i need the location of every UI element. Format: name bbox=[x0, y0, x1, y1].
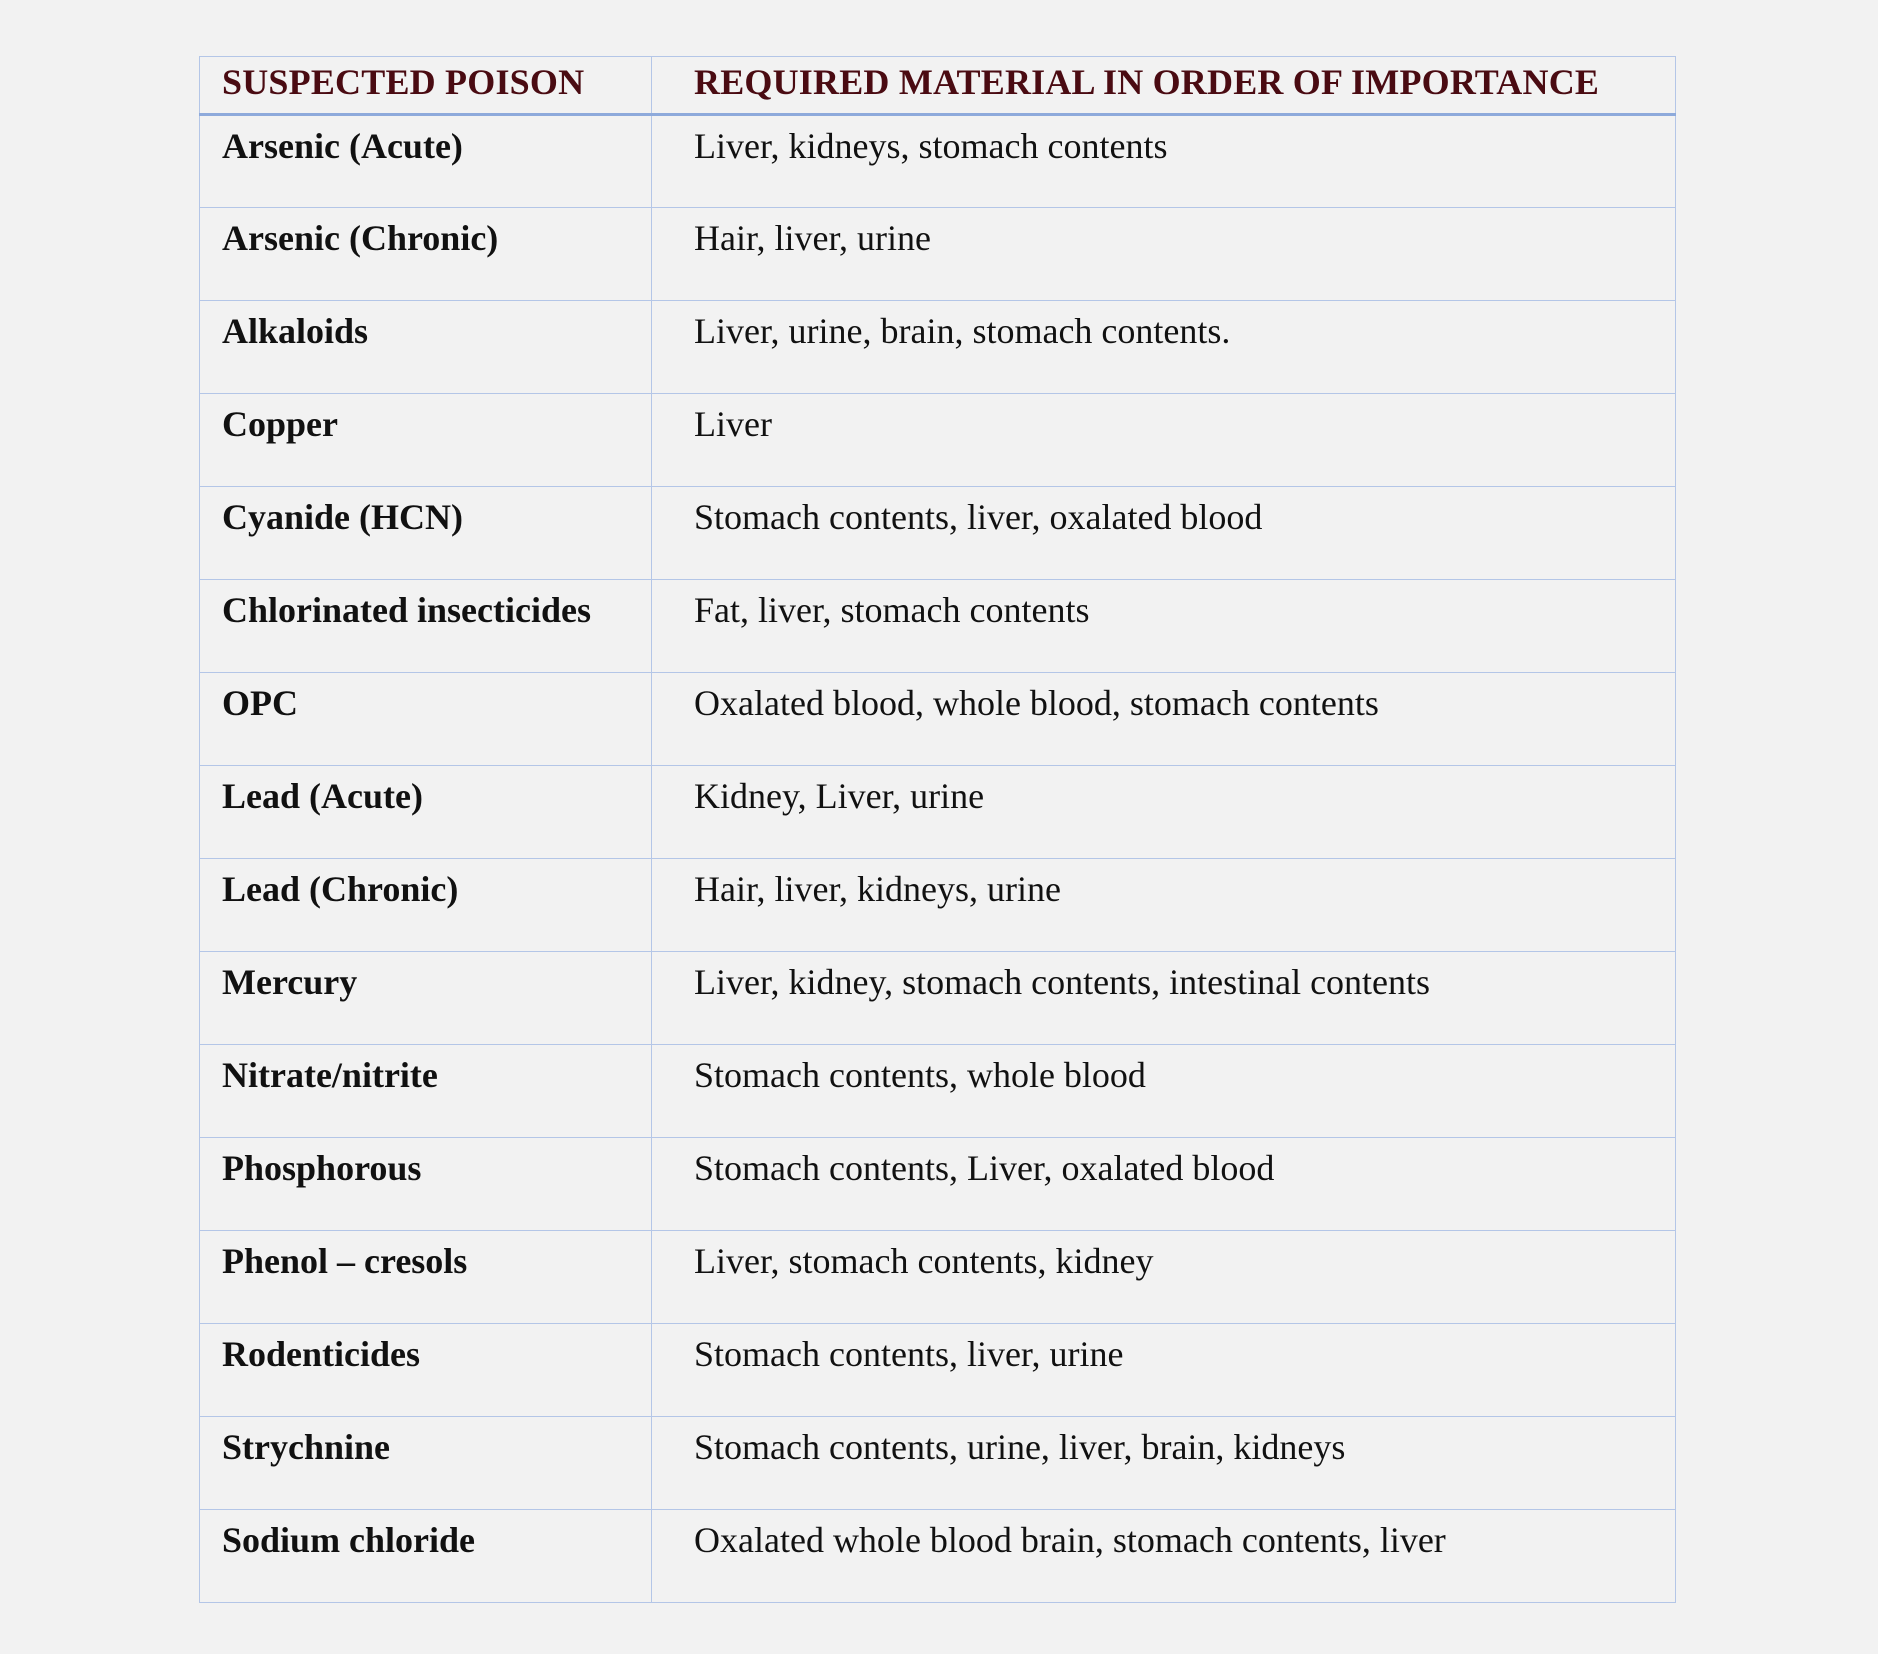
material-cell: Hair, liver, kidneys, urine bbox=[652, 859, 1676, 952]
header-required-material: REQUIRED MATERIAL IN ORDER OF IMPORTANCE bbox=[652, 57, 1676, 115]
poison-name-cell: OPC bbox=[200, 673, 652, 766]
table-row bbox=[200, 1324, 1676, 1417]
material-cell: Stomach contents, Liver, oxalated blood bbox=[652, 1138, 1676, 1231]
material-cell: Stomach contents, urine, liver, brain, kidneys bbox=[652, 1417, 1676, 1510]
poison-name-cell: Arsenic (Chronic) bbox=[200, 208, 652, 301]
material-cell: Hair, liver, urine bbox=[652, 208, 1676, 301]
poison-name-cell: Arsenic (Acute) bbox=[200, 115, 652, 208]
poison-name-cell: Nitrate/nitrite bbox=[200, 1045, 652, 1138]
table-row bbox=[200, 487, 1676, 580]
table-row bbox=[200, 952, 1676, 1045]
poison-name-cell: Alkaloids bbox=[200, 301, 652, 394]
poison-name-cell: Sodium chloride bbox=[200, 1510, 652, 1603]
table-header bbox=[200, 57, 1676, 115]
table-row bbox=[200, 1417, 1676, 1510]
poison-name-cell: Phenol – cresols bbox=[200, 1231, 652, 1324]
poison-sample-table-container bbox=[199, 56, 1675, 1603]
material-cell: Liver bbox=[652, 394, 1676, 487]
material-cell: Kidney, Liver, urine bbox=[652, 766, 1676, 859]
poison-name-cell: Cyanide (HCN) bbox=[200, 487, 652, 580]
table-row bbox=[200, 1138, 1676, 1231]
poison-name-cell: Mercury bbox=[200, 952, 652, 1045]
material-cell: Liver, stomach contents, kidney bbox=[652, 1231, 1676, 1324]
header-suspected-poison: SUSPECTED POISON bbox=[200, 57, 652, 115]
table-row bbox=[200, 1510, 1676, 1603]
material-cell: Liver, kidneys, stomach contents bbox=[652, 115, 1676, 208]
table-row bbox=[200, 673, 1676, 766]
header-row bbox=[200, 57, 1676, 115]
table-row bbox=[200, 301, 1676, 394]
table-row bbox=[200, 208, 1676, 301]
material-cell: Oxalated whole blood brain, stomach contents, liver bbox=[652, 1510, 1676, 1603]
material-cell: Stomach contents, liver, oxalated blood bbox=[652, 487, 1676, 580]
table-row bbox=[200, 766, 1676, 859]
poison-name-cell: Chlorinated insecticides bbox=[200, 580, 652, 673]
poison-name-cell: Phosphorous bbox=[200, 1138, 652, 1231]
poison-name-cell: Lead (Acute) bbox=[200, 766, 652, 859]
table-row bbox=[200, 1231, 1676, 1324]
table-body bbox=[200, 115, 1676, 1603]
table-row bbox=[200, 580, 1676, 673]
material-cell: Oxalated blood, whole blood, stomach contents bbox=[652, 673, 1676, 766]
poison-name-cell: Lead (Chronic) bbox=[200, 859, 652, 952]
table-row bbox=[200, 394, 1676, 487]
poison-sample-table bbox=[199, 56, 1676, 1603]
table-row bbox=[200, 115, 1676, 208]
material-cell: Liver, kidney, stomach contents, intestinal contents bbox=[652, 952, 1676, 1045]
poison-name-cell: Strychnine bbox=[200, 1417, 652, 1510]
material-cell: Stomach contents, whole blood bbox=[652, 1045, 1676, 1138]
poison-name-cell: Rodenticides bbox=[200, 1324, 652, 1417]
material-cell: Liver, urine, brain, stomach contents. bbox=[652, 301, 1676, 394]
table-row bbox=[200, 1045, 1676, 1138]
material-cell: Stomach contents, liver, urine bbox=[652, 1324, 1676, 1417]
material-cell: Fat, liver, stomach contents bbox=[652, 580, 1676, 673]
poison-name-cell: Copper bbox=[200, 394, 652, 487]
table-row bbox=[200, 859, 1676, 952]
